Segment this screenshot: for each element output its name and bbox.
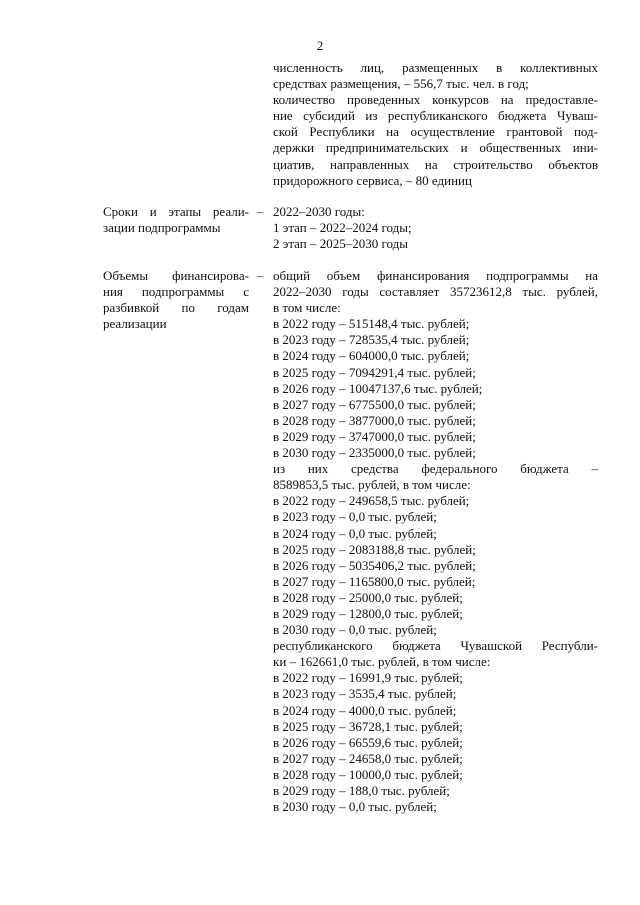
label-line: Объемы финансирова-	[103, 268, 249, 283]
value-line: общий объем финансирования подпрограммы на	[273, 268, 598, 283]
page-number: 2	[316, 38, 324, 53]
label-line: реализации	[103, 316, 167, 332]
value-line: в 2027 году – 6775500,0 тыс. рублей;	[273, 396, 476, 412]
text-line: держки предпринимательских и общественных ини-	[273, 140, 598, 156]
value-line: в 2025 году – 7094291,4 тыс. рублей;	[273, 364, 476, 380]
label-line: разбивкой по годам	[103, 300, 249, 316]
row-dash: –	[257, 268, 264, 283]
value-line: 2 этап – 2025–2030 годы	[273, 236, 408, 252]
value-line: ки – 162661,0 тыс. рублей, в том числе:	[273, 654, 491, 670]
value-line: в 2023 году – 3535,4 тыс. рублей;	[273, 686, 457, 702]
value-line: в 2024 году – 604000,0 тыс. рублей;	[273, 348, 470, 364]
value-line: в 2030 году – 2335000,0 тыс. рублей;	[273, 445, 476, 461]
value-line: в том числе:	[273, 300, 341, 316]
value-line: в 2028 году – 25000,0 тыс. рублей;	[273, 589, 463, 605]
value-line: 1 этап – 2022–2024 годы;	[273, 220, 412, 236]
value-line: в 2022 году – 249658,5 тыс. рублей;	[273, 493, 470, 509]
value-line: в 2025 году – 2083188,8 тыс. рублей;	[273, 541, 476, 557]
value-line: в 2026 году – 66559,6 тыс. рублей;	[273, 734, 463, 750]
value-line: в 2025 году – 36728,1 тыс. рублей;	[273, 718, 463, 734]
text-line: придорожного сервиса, – 80 единиц	[273, 172, 472, 188]
value-line: в 2029 году – 12800,0 тыс. рублей;	[273, 605, 463, 621]
value-line: в 2030 году – 0,0 тыс. рублей;	[273, 622, 437, 638]
text-line: циатив, направленных на строительство объектов	[273, 156, 598, 172]
value-line: в 2029 году – 188,0 тыс. рублей;	[273, 783, 450, 798]
value-line: в 2030 году – 0,0 тыс. рублей;	[273, 799, 437, 815]
value-line: в 2027 году – 24658,0 тыс. рублей;	[273, 750, 463, 766]
text-line: ние субсидий из республиканского бюджета Чуваш-	[273, 108, 598, 124]
financing-value	[273, 268, 598, 815]
financing-label	[103, 268, 249, 332]
value-line: в 2022 году – 16991,9 тыс. рублей;	[273, 670, 463, 686]
value-line: в 2029 году – 3747000,0 тыс. рублей;	[273, 428, 476, 444]
terms-label	[103, 204, 249, 236]
value-line: в 2023 году – 728535,4 тыс. рублей;	[273, 332, 470, 348]
value-line: республиканского бюджета Чувашской Республи-	[273, 638, 598, 654]
value-line: в 2022 году – 515148,4 тыс. рублей;	[273, 316, 470, 332]
value-line: в 2028 году – 3877000,0 тыс. рублей;	[273, 412, 476, 428]
value-line: в 2026 году – 5035406,2 тыс. рублей;	[273, 557, 476, 573]
terms-value	[273, 204, 598, 252]
text-line: средствах размещения, – 556,7 тыс. чел. в год;	[273, 76, 529, 92]
value-line: из них средства федерального бюджета –	[273, 461, 598, 477]
label-line: ния подпрограммы с	[103, 284, 249, 300]
text-line: численность лиц, размещенных в коллективных	[273, 60, 598, 75]
value-line: в 2024 году – 0,0 тыс. рублей;	[273, 525, 437, 541]
value-line: в 2026 году – 10047137,6 тыс. рублей;	[273, 380, 483, 396]
value-line: в 2028 году – 10000,0 тыс. рублей;	[273, 766, 463, 782]
value-line: в 2027 году – 1165800,0 тыс. рублей;	[273, 573, 476, 589]
text-line: ской Республики на осуществление грантовой под-	[273, 124, 598, 140]
label-line: Сроки и этапы реали-	[103, 204, 249, 219]
value-line: в 2024 году – 4000,0 тыс. рублей;	[273, 702, 457, 718]
label-line: зации подпрограммы	[103, 220, 221, 236]
value-line: 8589853,5 тыс. рублей, в том числе:	[273, 477, 471, 493]
value-line: 2022–2030 годы:	[273, 204, 365, 219]
value-line: в 2023 году – 0,0 тыс. рублей;	[273, 509, 437, 525]
text-line: количество проведенных конкурсов на предоставле-	[273, 92, 598, 108]
continuation-text	[273, 60, 598, 189]
value-line: 2022–2030 годы составляет 35723612,8 тыс. рублей,	[273, 284, 598, 300]
row-dash: –	[257, 204, 264, 219]
